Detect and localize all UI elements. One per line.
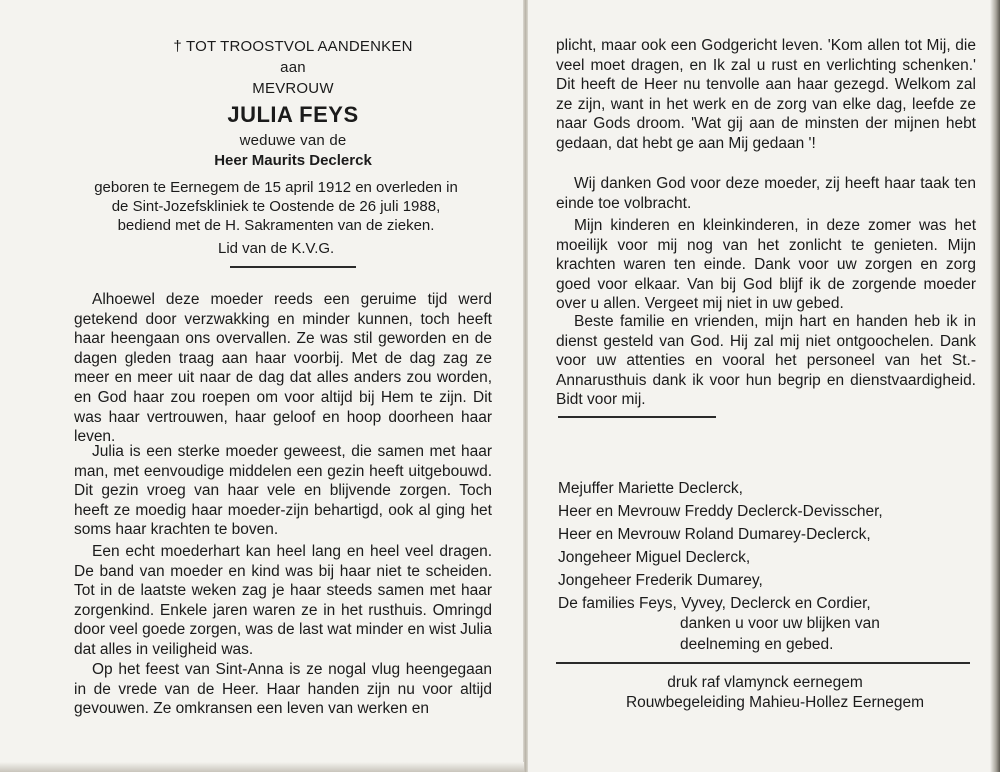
signers-list	[558, 477, 958, 615]
husband-name: Heer Maurits Declerck	[214, 152, 372, 169]
membership: Lid van de K.V.G.	[218, 240, 335, 257]
paragraph: Een echt moederhart kan heel lang en heel veel dragen. De band van moeder en kind was bij haar niet te scheiden. Tot in de laatste weken zag je haar steeds samen met haar zorgenkind. Enkele jaren waren ze in het rusthuis. Omringd door veel goede zorgen, was de last wat minder en wist Julia dat alles in veiligheid was.	[74, 543, 492, 658]
born-line: geboren te Eernegem de 15 april 1912 en overleden in	[94, 179, 458, 196]
signer: De families Feys, Vyvey, Declerck en Cordier,	[558, 595, 871, 612]
born-line: de Sint-Jozefskliniek te Oostende de 26 juli 1988,	[111, 198, 441, 215]
paragraph: Beste familie en vrienden, mijn hart en handen heb ik in dienst gesteld van God. Hij zal mij niet ontgoochelen. Dank voor uw attenties en vooral het personeel van het St.-Annarusthuis dank ik voor hun begrip en dienstvaardigheid. Bidt voor mij.	[556, 313, 976, 409]
signer: Heer en Mevrouw Roland Dumarey-Declerck,	[558, 526, 871, 543]
header-title: MEVROUW	[252, 80, 334, 97]
paragraph: Op het feest van Sint-Anna is ze nogal vlug heengegaan in de vrede van de Heer. Haar handen zijn nu voor altijd gevouwen. Ze omkransen een leven van werken en	[74, 661, 492, 718]
card-bottom-edge	[0, 762, 524, 772]
funeral-director: Rouwbegeleiding Mahieu-Hollez Eernegem	[625, 694, 925, 711]
paragraph: Julia is een sterke moeder geweest, die samen met haar man, met eenvoudige middelen een gezin heeft uitgebouwd. Dit gezin vroeg van haar vele en blijvende zorgen. Toch heeft ze moedig haar moeder-zijn behartigd, ook al ging het soms haar krachten te boven.	[74, 443, 492, 539]
signer: Mejuffer Mariette Declerck,	[558, 480, 743, 497]
header-aan: aan	[280, 59, 306, 76]
thanks-note: danken u voor uw blijken van deelneming en gebed.	[680, 615, 880, 653]
paragraph: Alhoewel deze moeder reeds een geruime tijd werd getekend door verzwakking en minder kunnen, toch heeft haar heengaan ons overvallen. Ze was stil geworden en de dagen gleden traag aan haar voorbij. Met de dag zag ze meer en meer uit naar de dag dat alles anders zou worden, en God haar zou roepen om voor altijd bij Hem te zijn. Dit was haar vertrouwen, haar geloof en hoop doorheen haar leven.	[74, 291, 492, 446]
paragraph: Wij danken God voor deze moeder, zij heeft haar taak ten einde toe volbracht.	[556, 175, 976, 212]
signer: Jongeheer Miguel Declerck,	[558, 549, 751, 566]
printer-line: druk raf vlamynck eernegem	[667, 674, 863, 691]
born-line: bediend met de H. Sakramenten van de zieken.	[117, 217, 435, 234]
birth-death-info	[46, 178, 506, 235]
divider	[558, 416, 716, 418]
signer: Heer en Mevrouw Freddy Declerck-Devisscher,	[558, 503, 883, 520]
signer: Jongeheer Frederik Dumarey,	[558, 572, 763, 589]
card-edge-shadow	[990, 0, 1000, 772]
divider	[556, 662, 970, 664]
widow-of: weduwe van de	[239, 132, 347, 149]
printer-credit	[560, 673, 970, 713]
deceased-name: JULIA FEYS	[227, 102, 359, 127]
memorial-header	[148, 36, 438, 171]
paragraph: plicht, maar ook een Godgericht leven. 'Kom allen tot Mij, die veel moet dragen, en Ik zal u rust en verlichting schenken.' Dit heeft de Heer nu tenvolle aan haar gezegd. Welkom zal ze zijn, want in het werk en de zorg van elke dag, leefde ze naar Gods droom. 'Wat gij aan de minsten der mijnen hebt gedaan, dat hebt ge aan Mij gedaan '!	[556, 37, 976, 152]
header-dedication: † TOT TROOSTVOL AANDENKEN	[173, 38, 413, 55]
paragraph: Mijn kinderen en kleinkinderen, in deze zomer was het moeilijk voor mij nog van het zonlicht te genieten. Mijn krachten waren ten einde. Dank voor uw zorgen en zorg goed voor elkaar. Van bij God blijf ik de zorgende moeder over u allen. Vergeet mij niet in uw gebed.	[556, 217, 976, 313]
divider	[230, 266, 356, 268]
